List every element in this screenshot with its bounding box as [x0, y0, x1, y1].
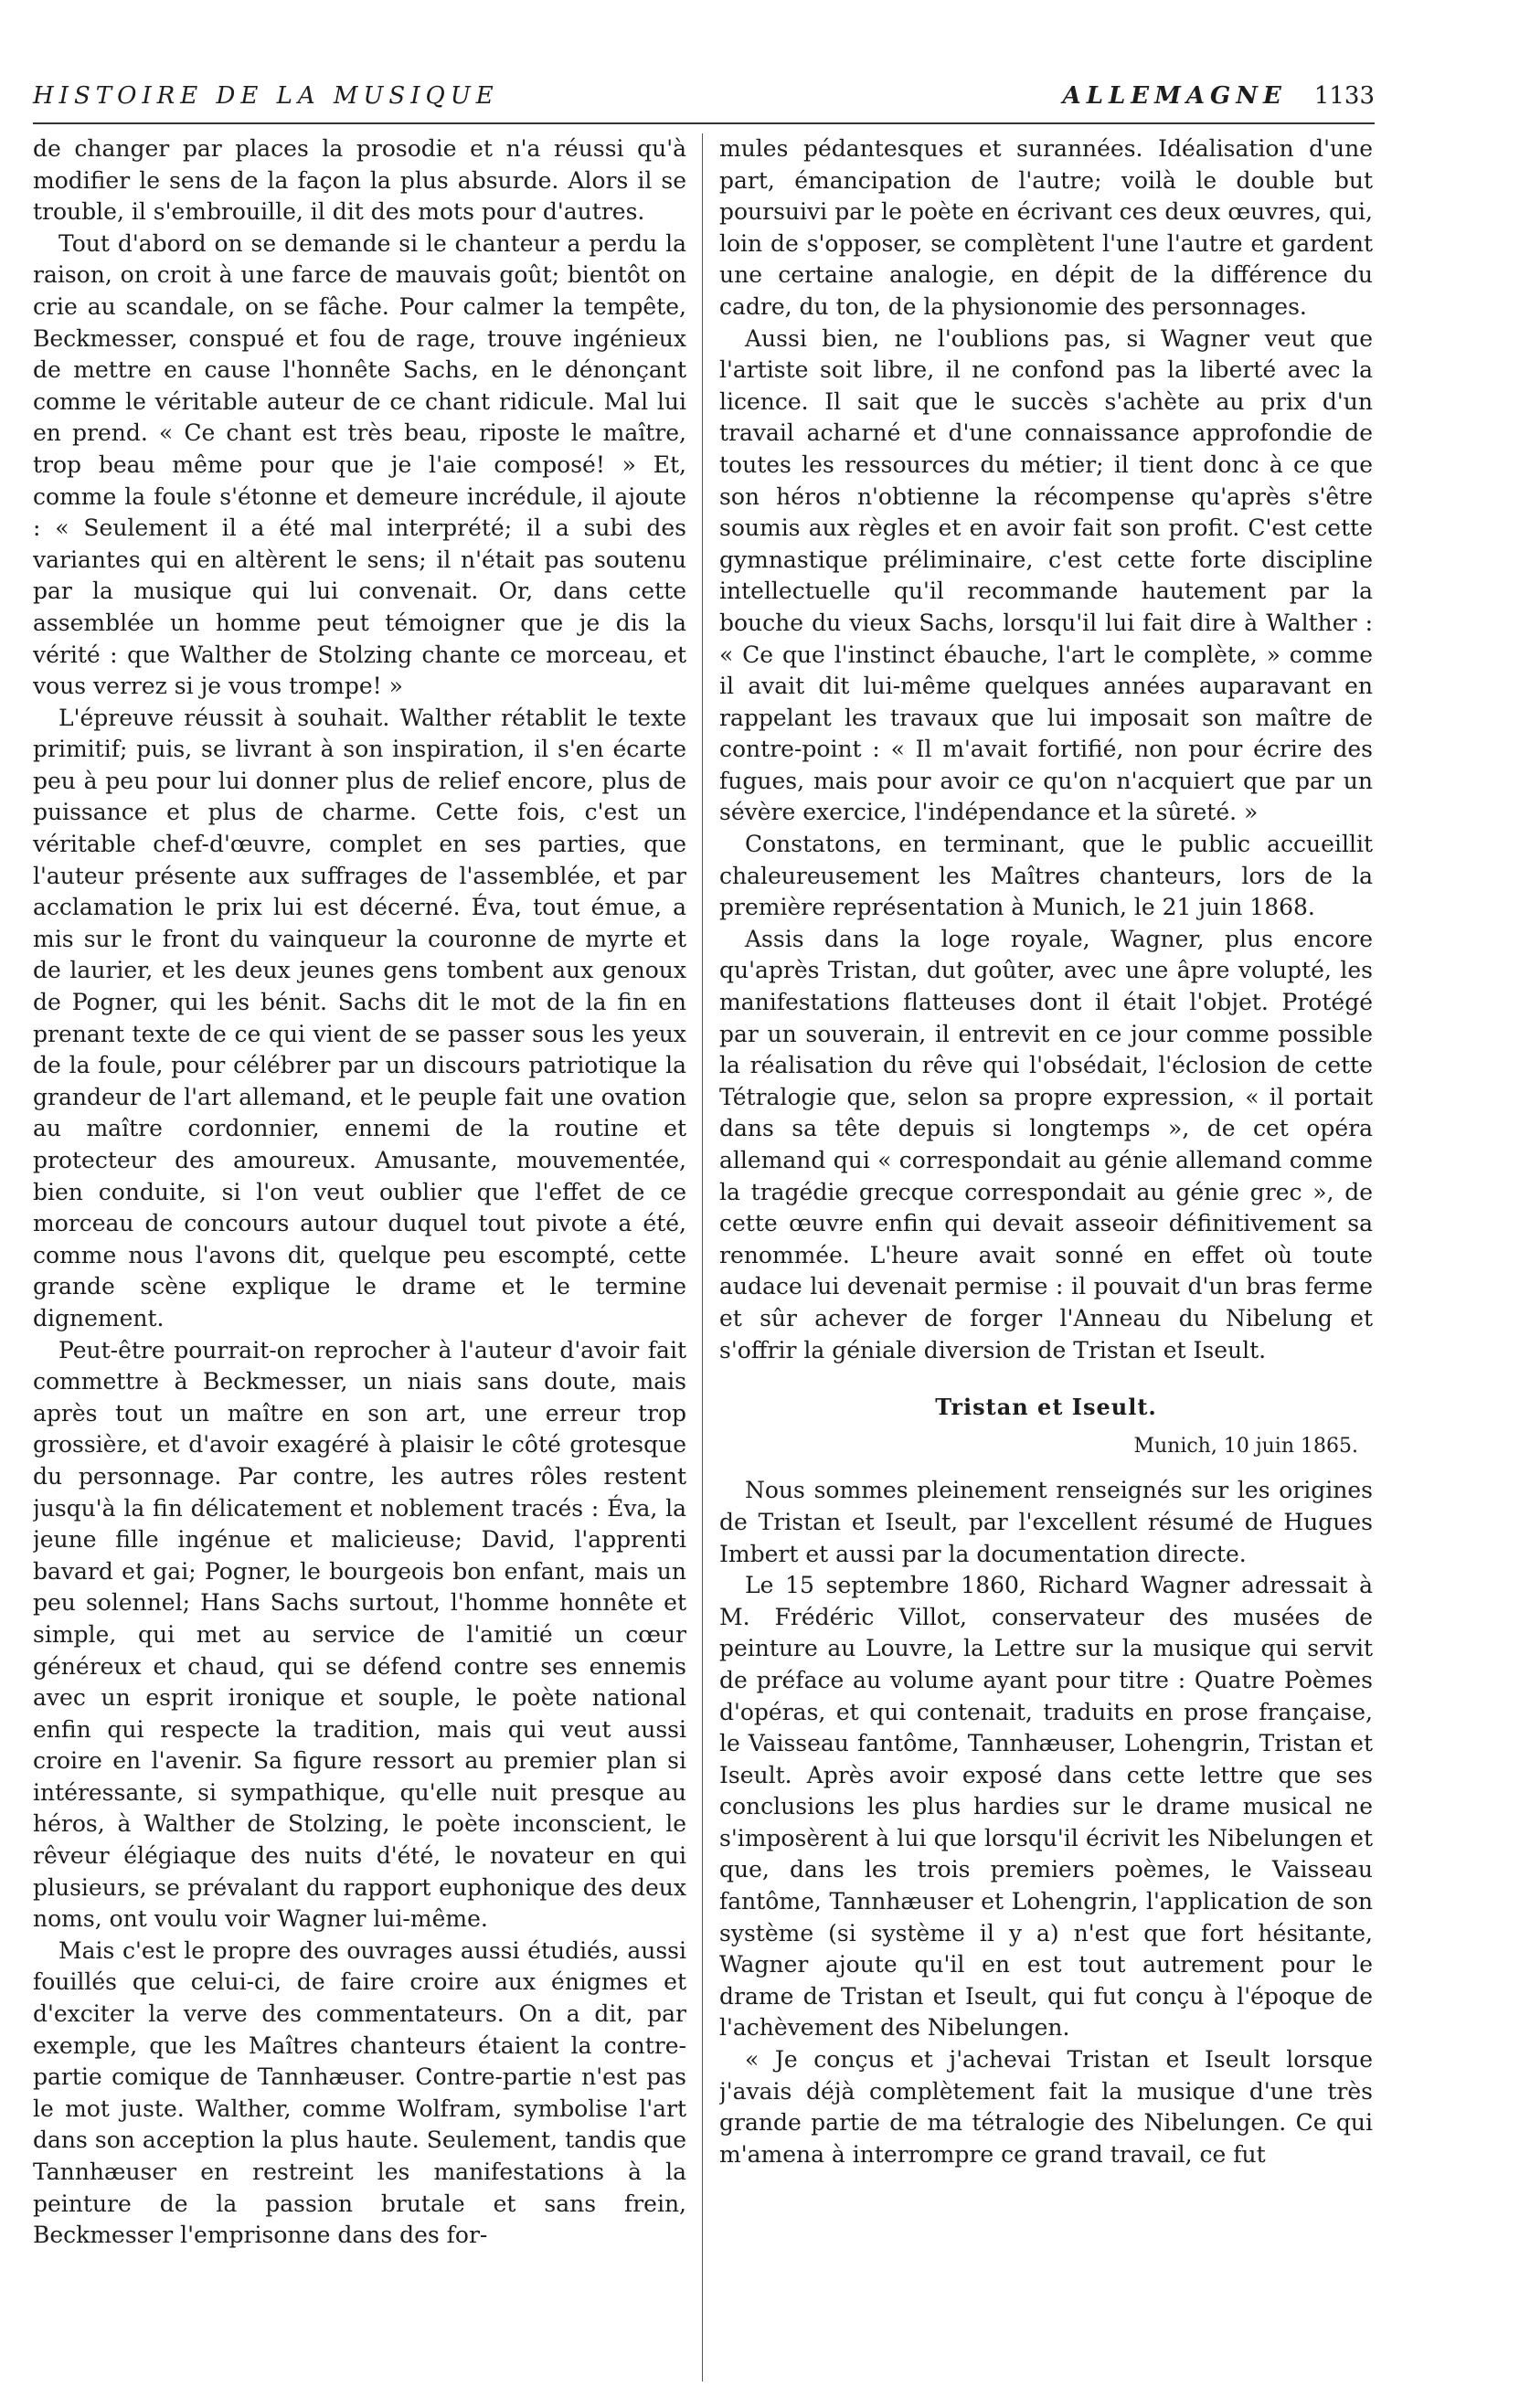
right-column-paragraph: Constatons, en terminant, que le public accueillit chaleureusement les Maîtres chanteurs, lors de la première représentation à Munich, le 21 juin 1868. — [719, 831, 1373, 921]
left-column — [33, 133, 686, 2391]
left-column-paragraph: Mais c'est le propre des ouvrages aussi étudiés, aussi fouillés que celui-ci, de faire croire aux énigmes et d'exciter la verve des commentateurs. On a dit, par exemple, que les Maîtres chanteurs étaient la contre-partie comique de Tannhæuser. Contre-partie n'est pas le mot juste. Walther, comme Wolfram, symbolise l'art dans son acception la plus haute. Seulement, tandis que Tannhæuser en restreint les manifestations à la peinture de la passion brutale et sans frein, Beckmesser l'emprisonne dans des for- — [33, 1936, 686, 2249]
header-rule — [33, 122, 1375, 124]
left-column-paragraph: Tout d'abord on se demande si le chanteur a perdu la raison, on croit à une farce de mauvais goût; bientôt on crie au scandale, on se fâche. Pour calmer la tempête, Beckmesser, conspué et fou de rage, trouve ingénieux de mettre en cause l'honnête Sachs, en le dénonçant comme le véritable auteur de ce chant ridicule. Mal lui en prend. « Ce chant est très beau, riposte le maître, trop beau même pour que je l'aie composé! » Et, comme la foule s'étonne et demeure incrédule, il ajoute : « Seulement il a été mal interprété; il a subi des variantes qui en altèrent le sens; il n'était pas soutenu par la musique qui lui convenait. Or, dans cette assemblée un homme peut témoigner que je dis la vérité : que Walther de Stolzing chante ce morceau, et vous verrez si je vous trompe! » — [33, 229, 686, 700]
right-column-paragraph: Assis dans la loge royale, Wagner, plus encore qu'après Tristan, dut goûter, avec une âpre volupté, les manifestations flatteuses dont il était l'objet. Protégé par un souverain, il entrevit en ce jour comme possible la réalisation du rêve qui l'obsédait, l'éclosion de cette Tétralogie que, selon sa propre expression, « il portait dans sa tête depuis si longtemps », de cet opéra allemand qui « correspondait au génie allemand comme la tragédie grecque correspondait au génie grec », de cette œuvre enfin qui devait asseoir définitivement sa renommée. L'heure avait sonné en effet où toute audace lui devenait permise : il pouvait d'un bras ferme et sûr achever de forger l'Anneau du Nibelung et s'offrir la géniale diversion de Tristan et Iseult. — [719, 925, 1373, 1363]
header-right — [1063, 82, 1375, 110]
dateline: Munich, 10 juin 1865. — [1133, 1434, 1358, 1458]
left-column-paragraph: Peut-être pourrait-on reprocher à l'auteur d'avoir fait commettre à Beckmesser, un niais sans doute, mais après tout un maître en son art, une erreur trop grossière, et d'avoir exagéré à plaisir le côté grotesque du personnage. Par contre, les autres rôles restent jusqu'à la fin délicatement et noblement tracés : Éva, la jeune fille ingénue et malicieuse; David, l'apprenti bavard et gai; Pogner, le bourgeois bon enfant, mais un peu solennel; Hans Sachs surtout, l'homme honnête et simple, qui met au service de l'amitié un cœur généreux et chaud, qui se défend contre ses ennemis avec un esprit ironique et souple, le poète national enfin qui respecte la tradition, mais qui veut aussi croire en l'avenir. Sa figure ressort au premier plan si intéressante, si sympathique, qu'elle nuit presque au héros, à Walther de Stolzing, le poète inconscient, le rêveur élégiaque des nuits d'été, le novateur en qui plusieurs, se prévalant du rapport euphonique des deux noms, ont voulu voir Wagner lui-même. — [33, 1336, 686, 1933]
right-column-paragraph: mules pédantesques et surannées. Idéalisation d'une part, émancipation de l'autre; voilà le double but poursuivi par le poète en écrivant ces deux œuvres, qui, loin de s'opposer, se complètent l'une l'autre et gardent une certaine analogie, en dépit de la différence du cadre, du ton, de la physionomie des personnages. — [719, 135, 1373, 320]
right-column-paragraph: Le 15 septembre 1860, Richard Wagner adressait à M. Frédéric Villot, conservateur des musées de peinture au Louvre, la Lettre sur la musique qui servit de préface au volume ayant pour titre : Quatre Poèmes d'opéras, et qui contenait, traduits en prose française, le Vaisseau fantôme, Tannhæuser, Lohengrin, Tristan et Iseult. Après avoir exposé dans cette lettre que ses conclusions les plus hardies sur le drame musical ne s'imposèrent à lui que lorsqu'il écrivit les Nibelungen et que, dans les trois premiers poèmes, le Vaisseau fantôme, Tannhæuser et Lohengrin, l'application de son système (si système il y a) n'est que fort hésitante, Wagner ajoute qu'il en est tout autrement pour le drame de Tristan et Iseult, qui fut conçu à l'époque de l'achèvement des Nibelungen. — [719, 1572, 1373, 2042]
column-divider — [702, 133, 703, 2381]
right-column — [719, 133, 1373, 2391]
right-column-paragraph: Nous sommes pleinement renseignés sur les origines de Tristan et Iseult, par l'excellent résumé de Hugues Imbert et aussi par la documentation directe. — [719, 1477, 1373, 1567]
section-title: Tristan et Iseult. — [935, 1394, 1157, 1421]
section-name: ALLEMAGNE — [1062, 82, 1287, 110]
right-column-paragraph: Aussi bien, ne l'oublions pas, si Wagner veut que l'artiste soit libre, il ne confond pas la liberté avec la licence. Il sait que le succès s'achète au prix d'un travail acharné et d'une connaissance approfondie de toutes les ressources du métier; il tient donc à ce que son héros n'obtienne la récompense qu'après s'être soumis aux règles et en avoir fait son profit. C'est cette gymnastique préliminaire, c'est cette forte discipline intellectuelle qu'il recommande hautement par la bouche du vieux Sachs, lorsqu'il lui fait dire à Walther : « Ce que l'instinct ébauche, l'art le complète, » comme il avait dit lui-même quelques années auparavant en rappelant les travaux que lui imposait son maître de contre-point : « Il m'avait fortifié, non pour écrire des fugues, mais pour avoir ce qu'on n'acquiert que par un sévère exercice, l'indépendance et la sûreté. » — [719, 324, 1373, 826]
left-column-paragraph: L'épreuve réussit à souhait. Walther rétablit le texte primitif; puis, se livrant à son inspiration, il s'en écarte peu à peu pour lui donner plus de relief encore, plus de puissance et plus de charme. Cette fois, c'est un véritable chef-d'œuvre, complet en ses parties, que l'auteur présente aux suffrages de l'assemblée, et par acclamation le prix lui est décerné. Éva, tout émue, a mis sur le front du vainqueur la couronne de myrte et de laurier, et les deux jeunes gens tombent aux genoux de Pogner, qui les bénit. Sachs dit le mot de la fin en prenant texte de ce qui vient de se passer sous les yeux de la foule, pour célébrer par un discours patriotique la grandeur de l'art allemand, et le peuple fait une ovation au maître cordonnier, ennemi de la routine et protecteur des amoureux. Amusante, mouvementée, bien conduite, si l'on veut oublier que l'effet de ce morceau de concours autour duquel tout pivote a été, comme nous l'avons dit, quelque peu escompté, cette grande scène explique le drame et le termine dignement. — [33, 704, 686, 1331]
right-column-paragraph: « Je conçus et j'achevai Tristan et Iseult lorsque j'avais déjà complètement fait la musique d'une très grande partie de ma tétralogie des Nibelungen. Ce qui m'amena à interrompre ce grand travail, ce fut — [719, 2046, 1373, 2168]
page-number: 1133 — [1313, 82, 1375, 110]
running-header — [33, 82, 1375, 122]
left-column-paragraph: de changer par places la prosodie et n'a réussi qu'à modifier le sens de la façon la plus absurde. Alors il se trouble, il s'embrouille, il dit des mots pour d'autres. — [33, 135, 686, 226]
running-title: HISTOIRE DE LA MUSIQUE — [33, 82, 499, 110]
